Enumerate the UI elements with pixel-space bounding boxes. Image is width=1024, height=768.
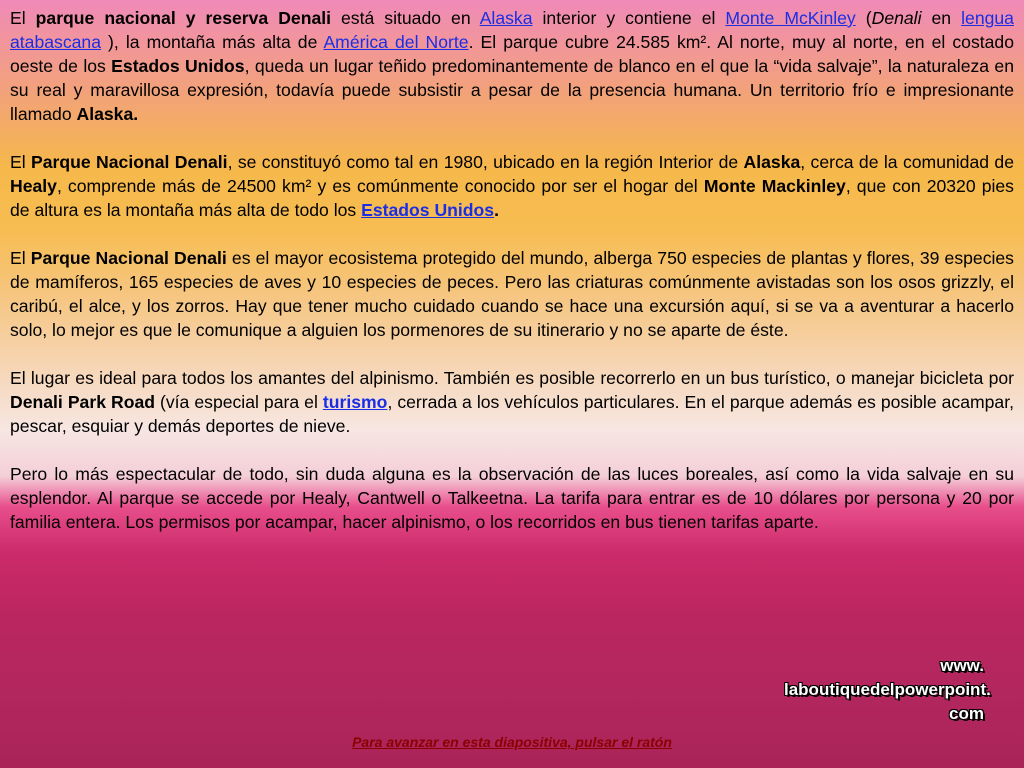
advance-slide-link[interactable]: Para avanzar en esta diapositiva, pulsar el ratón bbox=[352, 734, 672, 750]
paragraph-2 bbox=[10, 150, 1014, 222]
text: El bbox=[10, 248, 31, 268]
bold-text: Parque Nacional Denali bbox=[30, 248, 227, 268]
text: está situado en bbox=[331, 8, 480, 28]
text: . El parque cubre 24.585 km². Al norte, muy al norte, en el costado oeste de los bbox=[10, 32, 1014, 76]
watermark-line: com bbox=[949, 704, 984, 723]
watermark-line: laboutiquedelpowerpoint. bbox=[784, 680, 991, 699]
bold-text: Parque Nacional Denali bbox=[31, 152, 228, 172]
text: El lugar es ideal para todos los amantes del alpinismo. También es posible recorrerlo en un bus turístico, o manejar bicicleta por bbox=[10, 368, 1014, 388]
bold-text: Monte Mackinley bbox=[703, 176, 846, 196]
slide-text bbox=[10, 6, 1014, 558]
text: El bbox=[10, 8, 36, 28]
text: Pero lo más espectacular de todo, sin duda alguna es la observación de las luces boreales, así como la vida salvaje en su esplendor. Al parque se accede por Healy, Cantwell o Talkeetna. La tarifa para entrar es de 10 dólares por persona y 20 por familia entera. Los permisos por acampar, hacer alpinismo, o los recorridos en bus tienen tarifas aparte. bbox=[10, 464, 1014, 532]
text: en bbox=[921, 8, 962, 28]
text: , cerrada a los vehículos particulares. En el parque además es posible acampar, pescar, esquiar y demás deportes de nieve. bbox=[10, 392, 1014, 436]
bold-text: parque nacional y reserva Denali bbox=[35, 8, 331, 28]
text: , cerca de la comunidad de bbox=[800, 152, 1014, 172]
paragraph-5 bbox=[10, 462, 1014, 534]
watermark-logo bbox=[784, 654, 991, 726]
link-america-del-norte[interactable]: América del Norte bbox=[323, 32, 469, 52]
paragraph-1 bbox=[10, 6, 1014, 126]
bold-text: Denali Park Road bbox=[10, 392, 155, 412]
watermark-line: www. bbox=[940, 656, 984, 675]
text: ), la montaña más alta de bbox=[100, 32, 324, 52]
text: interior y contiene el bbox=[532, 8, 726, 28]
bold-text: Healy bbox=[10, 176, 57, 196]
link-estados-unidos[interactable]: Estados Unidos bbox=[361, 200, 495, 220]
link-turismo[interactable]: turismo bbox=[322, 392, 388, 412]
text: , comprende más de 24500 km² y es comúnmente conocido por ser el hogar del bbox=[56, 176, 704, 196]
text: , se constituyó como tal en 1980, ubicado en la región Interior de bbox=[227, 152, 744, 172]
text: , queda un lugar teñido predominantemente de blanco en el que la “vida salvaje”, la naturaleza en su real y maravillosa expresión, todavía puede subsistir a pesar de la presencia humana. Un territorio frío e impresionante llamado bbox=[10, 56, 1015, 124]
text: es el mayor ecosistema protegido del mundo, alberga 750 especies de plantas y flores, 39 especies de mamíferos, 165 especies de aves y 10 especies de peces. Pero las criaturas comúnmente avistadas son los osos grizzly, el caribú, el alce, y los zorros. Hay que tener mucho cuidado cuando se hace una excursión aquí, si se va a aventurar a hacerlo solo, lo mejor es que le comunique a alguien los pormenores de su itinerario y no se aparte de éste. bbox=[10, 248, 1014, 340]
link-monte-mckinley[interactable]: Monte McKinley bbox=[725, 8, 856, 28]
text: , que con 20320 pies de altura es la montaña más alta de todo los bbox=[10, 176, 1014, 220]
text: . bbox=[494, 200, 499, 220]
bold-text: Estados Unidos bbox=[111, 56, 245, 76]
paragraph-4 bbox=[10, 366, 1014, 438]
text: El bbox=[10, 152, 32, 172]
paragraph-3 bbox=[10, 246, 1014, 342]
link-lengua-atabascana[interactable]: lengua atabascana bbox=[10, 8, 1014, 52]
text: (vía especial para el bbox=[154, 392, 323, 412]
bold-text: Alaska bbox=[743, 152, 801, 172]
link-alaska[interactable]: Alaska bbox=[479, 8, 533, 28]
italic-text: Denali bbox=[871, 8, 922, 28]
bold-text: Alaska. bbox=[76, 104, 139, 124]
text: ( bbox=[855, 8, 872, 28]
